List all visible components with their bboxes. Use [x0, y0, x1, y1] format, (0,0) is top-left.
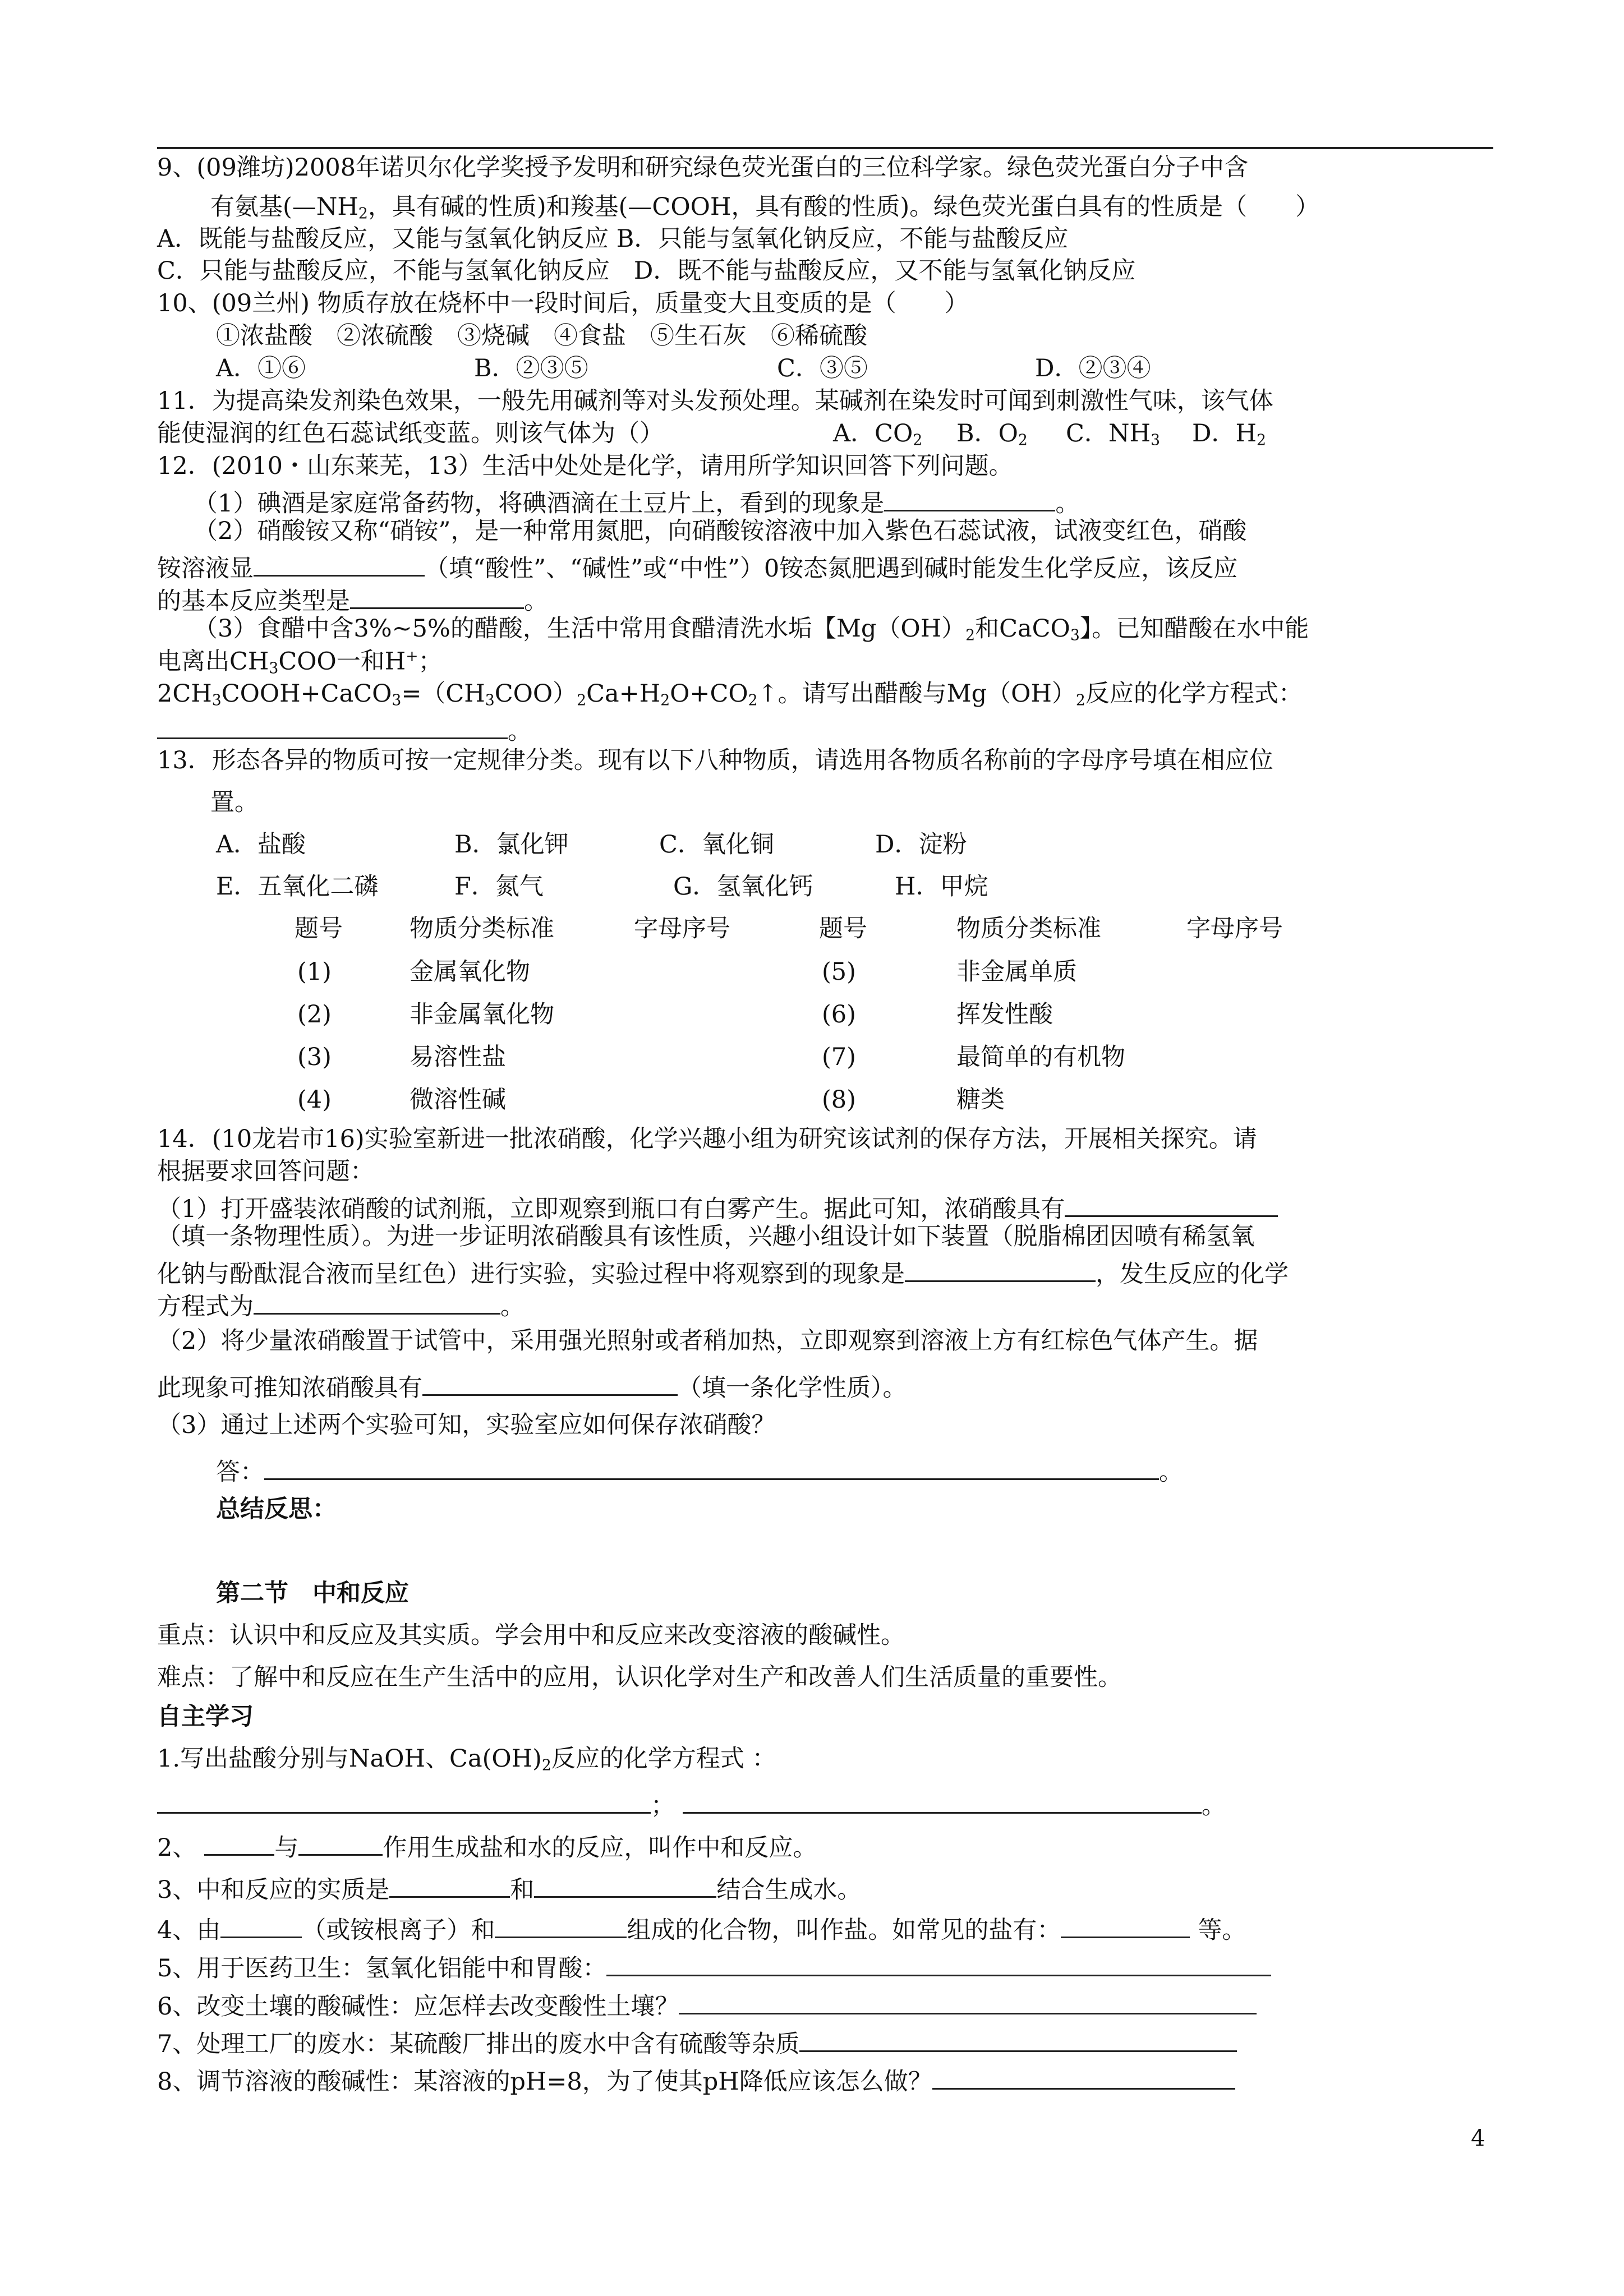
- q13-option-h: H．甲烷: [895, 873, 988, 901]
- q14-part1-line1: [157, 1192, 1278, 1221]
- q11-line1: 11．为提高染发剂染色效果，一般先用碱剂等对头发预处理。某碱剂在染发时可闻到刺激性气味，该气体: [157, 387, 1273, 415]
- s6-blank[interactable]: [679, 1990, 1257, 2014]
- s3-pre: 3、中和反应的实质是: [157, 1875, 390, 1904]
- q12-part3-l2-mid: COO一和H: [278, 647, 406, 676]
- q14-p2-l2-text: 此现象可推知浓硝酸具有: [157, 1373, 422, 1402]
- q12-part3-l2-a: 电离出CH: [157, 647, 269, 676]
- q9-line2-c: ，具有碱的性质)和羧基(—COOH，具有酸的性质)。绿色荧光蛋白具有的性质是（ ）: [367, 193, 1320, 221]
- q12-part2-line3-a: 的基本反应类型是: [157, 587, 350, 615]
- q13-option-f: F．氮气: [454, 873, 544, 901]
- q10-option-a: A．①⑥: [216, 354, 306, 382]
- q14-answer-label: 答：: [216, 1458, 264, 1486]
- q12-part3-l1-mid: 和CaCO: [975, 615, 1070, 643]
- s3-mid: 和: [510, 1875, 535, 1904]
- eq-sub-4: 2: [577, 691, 587, 709]
- s1-blank1[interactable]: [157, 1789, 651, 1814]
- q9-option-ab: A．既能与盐酸反应，又能与氢氧化钠反应 B．只能与氢氧化钠反应，不能与盐酸反应: [157, 225, 1069, 253]
- q14-part2-blank[interactable]: [422, 1371, 678, 1396]
- eq-part-1: 2CH: [157, 680, 212, 708]
- q12-part2-line1: （2）硝酸铵又称“硝铵”，是一种常用氮肥，向硝酸铵溶液中加入紫色石蕊试液，试液变红色，硝酸: [194, 517, 1247, 545]
- q9-line2-a: 有氨基(—NH: [210, 193, 358, 221]
- q12-part2-line3-end: 。: [524, 587, 548, 615]
- eq-sub-5: 2: [660, 691, 670, 709]
- q14-line1: 14．(10龙岩市16)实验室新进一批浓硝酸，化学兴趣小组为研究该试剂的保存方法，开展相关探究。请: [157, 1125, 1257, 1153]
- eq-sub-6: 2: [748, 691, 758, 709]
- q14-part2-line1: （2）将少量浓硝酸置于试管中，采用强光照射或者稍加热，立即观察到溶液上方有红棕色气体产生。据: [157, 1327, 1258, 1355]
- s2-blank2[interactable]: [298, 1831, 383, 1856]
- q14-p1-l4-end: 。: [500, 1292, 525, 1321]
- eq-sub-3: 3: [485, 691, 495, 709]
- s4-blank3[interactable]: [1061, 1914, 1190, 1938]
- s7-text: 7、处理工厂的废水：某硫酸厂排出的废水中含有硫酸等杂质: [157, 2030, 800, 2058]
- q12-part3-line2: [157, 649, 443, 676]
- s8-text: 8、调节溶液的酸碱性：某溶液的pH=8，为了使其pH降低应该怎么做？: [157, 2067, 932, 2096]
- q12-part3-l1-a: （3）食醋中含3%~5%的醋酸，生活中常用食醋清洗水垢【Mg（OH）: [194, 615, 966, 643]
- q13-option-c: C．氧化铜: [659, 831, 774, 859]
- q14-p1-l4-text: 方程式为: [157, 1292, 254, 1321]
- self-study-item5: [157, 1952, 1271, 1981]
- q10-substances: ①浓盐酸 ②浓硫酸 ③烧碱 ④食盐 ⑤生石灰 ⑥稀硫酸: [216, 322, 867, 350]
- eq-part-8: 反应的化学方程式：: [1085, 680, 1303, 708]
- q12-part3-l1-sub1: 2: [965, 626, 976, 644]
- q14-part1-line2: （填一条物理性质）。为进一步证明浓硝酸具有该性质，兴趣小组设计如下装置（脱脂棉团因喷有稀氢氧: [157, 1223, 1255, 1251]
- q13-option-d: D．淀粉: [875, 831, 967, 859]
- s1-sep: ；: [651, 1791, 675, 1820]
- s4-end: 等。: [1198, 1916, 1246, 1944]
- q14-answer-blank[interactable]: [264, 1455, 1159, 1480]
- s2-blank1[interactable]: [204, 1831, 274, 1856]
- table-row1-standard-left: 金属氧化物: [410, 958, 530, 986]
- q14-answer-end: 。: [1159, 1458, 1183, 1486]
- q12-line1: 12．(2010・山东莱芜，13）生活中处处是化学，请用所学知识回答下列问题。: [157, 452, 1013, 480]
- q12-part2-blank1[interactable]: [254, 552, 425, 577]
- summary-heading: 总结反思：: [216, 1495, 337, 1523]
- key-point: 重点：认识中和反应及其实质。学会用中和反应来改变溶液的酸碱性。: [157, 1621, 905, 1649]
- q10-option-c: C．③⑤: [777, 354, 868, 382]
- table-row1-no-right: (5): [822, 958, 856, 986]
- table-row4-no-right: (8): [822, 1086, 856, 1114]
- header-rule: [157, 147, 1493, 149]
- table-row4-standard-right: 糖类: [956, 1086, 1005, 1114]
- eq-sub-7: 2: [1075, 691, 1085, 709]
- q11-option-d-sub: 2: [1256, 431, 1266, 449]
- difficulty: 难点：了解中和反应在生产生活中的应用，认识化学对生产和改善人们生活质量的重要性。: [157, 1663, 1122, 1691]
- q12-part3-answer-line: [157, 714, 532, 744]
- table-row1-standard-right: 非金属单质: [956, 958, 1077, 986]
- table-header-no-right: 题号: [819, 915, 867, 943]
- s7-blank[interactable]: [799, 2027, 1237, 2052]
- q14-p1-l3-end: ，发生反应的化学: [1096, 1260, 1289, 1288]
- q12-part3-l1-sub2: 3: [1070, 626, 1080, 644]
- q13-line1: 13．形态各异的物质可按一定规律分类。现有以下八种物质，请选用各物质名称前的字母序号填在相应位: [157, 746, 1273, 774]
- self-study-heading: 自主学习: [157, 1703, 254, 1731]
- table-header-no-left: 题号: [295, 915, 343, 943]
- q12-part2-blank2[interactable]: [350, 584, 524, 609]
- q12-part3-equation: [157, 682, 1303, 708]
- s6-text: 6、改变土壤的酸碱性：应怎样去改变酸性土壤？: [157, 1992, 679, 2021]
- eq-sub-2: 3: [392, 691, 402, 709]
- self-study-item1: [157, 1747, 776, 1773]
- self-study-item6: [157, 1990, 1257, 2019]
- s4-mid2: 组成的化合物，叫作盐。如常见的盐有：: [627, 1916, 1061, 1944]
- s4-pre: 4、由: [157, 1916, 221, 1944]
- q10-option-d: D．②③④: [1035, 354, 1151, 382]
- q12-part2-line3: [157, 584, 548, 614]
- table-header-standard-left: 物质分类标准: [410, 915, 554, 943]
- q13-line2: 置。: [210, 789, 259, 817]
- q9-line2-sub: 2: [358, 205, 368, 223]
- table-header-letter-right: 字母序号: [1186, 915, 1283, 943]
- q11-line2: 能使湿润的红色石蕊试纸变蓝。则该气体为（）: [157, 419, 664, 448]
- s3-end: 结合生成水。: [716, 1875, 862, 1904]
- s5-text: 5、用于医药卫生：氢氧化铝能中和胃酸：: [157, 1954, 607, 1983]
- table-header-standard-right: 物质分类标准: [956, 915, 1101, 943]
- table-row2-no-right: (6): [822, 1001, 856, 1029]
- eq-part-7: ↑。请写出醋酸与Mg（OH）: [757, 680, 1076, 708]
- s2-end: 作用生成盐和水的反应，叫作中和反应。: [383, 1833, 817, 1862]
- self-study-item3: [157, 1873, 861, 1902]
- s2-pre: 2、: [157, 1833, 197, 1862]
- q13-option-e: E．五氧化二磷: [216, 873, 379, 901]
- s3-blank2[interactable]: [534, 1873, 716, 1898]
- q14-part1-blank2[interactable]: [905, 1257, 1096, 1282]
- q12-part3-l2-sup: +: [406, 648, 418, 665]
- q12-part2-line2: [157, 552, 1237, 581]
- q9-line1: 9、(09潍坊)2008年诺贝尔化学奖授予发明和研究绿色荧光蛋白的三位科学家。绿色荧光蛋白分子中含: [157, 154, 1249, 182]
- s4-mid1: （或铵根离子）和: [302, 1916, 495, 1944]
- eq-part-2: COOH+CaCO: [221, 680, 392, 708]
- q14-p1-l1-text: （1）打开盛装浓硝酸的试剂瓶，立即观察到瓶口有白雾产生。据此可知，浓硝酸具有: [157, 1195, 1065, 1223]
- page-number: 4: [1471, 2126, 1485, 2151]
- s1-end: 反应的化学方程式 ：: [551, 1745, 776, 1773]
- q12-part3-blank[interactable]: [157, 714, 508, 739]
- q13-option-g: G．氢氧化钙: [673, 873, 813, 901]
- q11-option-c-sub: 3: [1151, 431, 1160, 449]
- q14-part1-blank3[interactable]: [254, 1290, 500, 1315]
- q12-part3-line1: [194, 617, 1309, 643]
- table-row2-standard-left: 非金属氧化物: [410, 1001, 554, 1029]
- q13-option-a: A．盐酸: [216, 831, 306, 859]
- self-study-item8: [157, 2065, 1235, 2094]
- eq-part-4: COO）: [494, 680, 577, 708]
- s3-blank1[interactable]: [389, 1873, 510, 1898]
- q14-p2-l2-end: （填一条化学性质）。: [678, 1373, 907, 1402]
- table-header-letter-left: 字母序号: [634, 915, 730, 943]
- q11-option-d-text: D．H: [1192, 419, 1257, 448]
- q12-part1-end: 。: [1055, 489, 1080, 518]
- q14-line2: 根据要求回答问题：: [157, 1158, 374, 1186]
- table-row4-no-left: (4): [297, 1086, 332, 1114]
- q11-option-c: [1066, 419, 1160, 449]
- q12-part3-l2-end: ；: [418, 647, 443, 676]
- q9-option-cd: C．只能与盐酸反应，不能与氢氧化钠反应 D．既不能与盐酸反应，又不能与氢氧化钠反应: [157, 257, 1136, 285]
- self-study-item1-answers: [157, 1789, 1226, 1818]
- s5-blank[interactable]: [606, 1952, 1271, 1976]
- s2-mid: 与: [274, 1833, 299, 1862]
- q11-option-c-text: C．NH: [1066, 419, 1151, 448]
- q14-part1-line3: [157, 1257, 1289, 1287]
- q11-option-a-text: A．CO: [833, 419, 913, 448]
- q11-option-d: [1192, 419, 1266, 449]
- q14-part1-blank1[interactable]: [1065, 1192, 1278, 1217]
- q9-line2: [210, 195, 1319, 222]
- eq-part-3: =（CH: [401, 680, 485, 708]
- q11-option-b-sub: 2: [1018, 431, 1028, 449]
- self-study-item2: [157, 1831, 817, 1860]
- q14-part2-line2: [157, 1371, 907, 1400]
- q13-option-b: B．氯化钾: [454, 831, 569, 859]
- q11-option-b: [956, 419, 1028, 449]
- s1-blank2[interactable]: [683, 1789, 1202, 1814]
- s1-text: 1.写出盐酸分别与NaOH、Ca(OH): [157, 1745, 542, 1773]
- q12-part1-text: （1）碘酒是家庭常备药物，将碘酒滴在土豆片上，看到的现象是: [194, 489, 885, 518]
- s4-blank2[interactable]: [495, 1914, 627, 1938]
- q12-part3-l1-end: 】。已知醋酸在水中能: [1079, 615, 1309, 643]
- table-row3-no-left: (3): [297, 1043, 332, 1071]
- q10-option-b: B．②③⑤: [474, 354, 588, 382]
- q11-option-b-text: B．O: [956, 419, 1018, 448]
- q11-option-a: [833, 419, 923, 449]
- q12-part3-l2-sub: 3: [269, 660, 279, 677]
- q12-part2-line2-c: （填“酸性”、“碱性”或“中性”）0铵态氮肥遇到碱时能发生化学反应，该反应: [425, 554, 1238, 583]
- self-study-item7: [157, 2027, 1237, 2057]
- q14-answer-line: [216, 1455, 1183, 1484]
- q14-part1-line4: [157, 1290, 525, 1319]
- q12-part1-blank[interactable]: [884, 487, 1055, 511]
- table-row4-standard-left: 微溶性碱: [410, 1086, 506, 1114]
- q14-part3: （3）通过上述两个实验可知，实验室应如何保存浓硝酸？: [157, 1411, 776, 1439]
- table-row3-standard-left: 易溶性盐: [410, 1043, 506, 1071]
- q12-part3-answer-end: 。: [508, 717, 532, 745]
- table-row2-standard-right: 挥发性酸: [956, 1001, 1053, 1029]
- eq-part-5: Ca+H: [586, 680, 661, 708]
- q11-option-a-sub: 2: [913, 431, 923, 449]
- s1-answers-end: 。: [1202, 1791, 1226, 1820]
- table-row3-no-right: (7): [822, 1043, 856, 1071]
- section-title: 第二节 中和反应: [216, 1579, 409, 1607]
- q12-part2-line2-a: 铵溶液显: [157, 554, 254, 583]
- table-row1-no-left: (1): [297, 958, 332, 986]
- self-study-item4: [157, 1914, 1246, 1943]
- table-row3-standard-right: 最简单的有机物: [956, 1043, 1125, 1071]
- s4-blank1[interactable]: [220, 1914, 302, 1938]
- s1-sub: 2: [541, 1756, 551, 1774]
- eq-part-6: O+CO: [670, 680, 748, 708]
- eq-sub-1: 3: [211, 691, 222, 709]
- q14-p1-l3-text: 化钠与酚酞混合液而呈红色）进行实验，实验过程中将观察到的现象是: [157, 1260, 905, 1288]
- s8-blank[interactable]: [932, 2065, 1235, 2090]
- table-row2-no-left: (2): [297, 1001, 332, 1029]
- q12-part1: [194, 487, 1079, 516]
- q10-line1: 10、(09兰州) 物质存放在烧杯中一段时间后，质量变大且变质的是（ ）: [157, 289, 969, 317]
